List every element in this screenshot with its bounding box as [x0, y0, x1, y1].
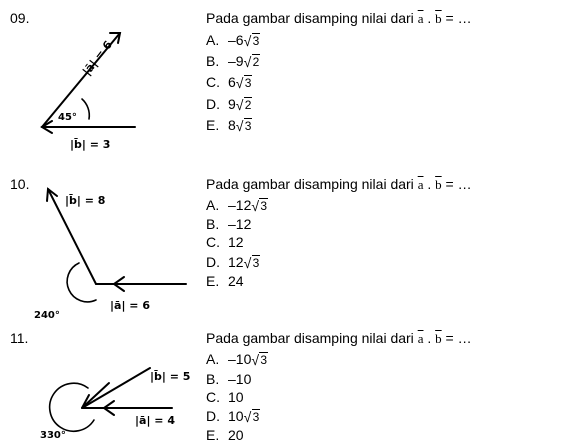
option-coefficient: –10 — [228, 351, 252, 367]
option-radicand: 3 — [244, 76, 252, 90]
sqrt-symbol: √ 3 — [235, 75, 252, 91]
magnitude-a-label: |ā| = 4 — [135, 414, 175, 427]
option-letter: D. — [206, 96, 220, 112]
option-coefficient: 10 — [228, 408, 244, 424]
option-d[interactable] — [206, 96, 252, 112]
option-letter: D. — [206, 408, 220, 424]
vector-b-line — [82, 368, 150, 408]
option-c[interactable] — [206, 234, 244, 250]
option-letter: C. — [206, 234, 220, 250]
option-coefficient: –12 — [228, 197, 252, 213]
option-d[interactable] — [206, 408, 260, 424]
option-letter: B. — [206, 371, 220, 387]
vector-b-symbol: $\overline{b}$ — [435, 11, 442, 26]
option-radicand: 3 — [260, 199, 268, 213]
option-coefficient: –6 — [228, 32, 244, 48]
option-radicand: 3 — [252, 256, 260, 270]
option-coefficient: 12 — [228, 254, 244, 270]
option-coefficient: 20 — [228, 427, 244, 443]
option-e[interactable] — [206, 117, 252, 133]
option-radicand: 3 — [260, 353, 268, 367]
option-coefficient: 10 — [228, 389, 244, 405]
vector-a-symbol: $\overline{a}$ — [417, 331, 424, 346]
vector-figure-11 — [0, 0, 200, 440]
prompt-prefix: Pada gambar disamping nilai dari — [206, 10, 414, 26]
angle-label: 330° — [40, 430, 66, 441]
magnitude-b-label: |b̄| = 8 — [65, 194, 106, 207]
option-letter: E. — [206, 273, 220, 289]
sqrt-symbol: √ 3 — [235, 118, 252, 134]
option-letter: A. — [206, 197, 220, 213]
prompt-suffix: = … — [445, 176, 472, 192]
option-coefficient: 24 — [228, 273, 244, 289]
option-letter: B. — [206, 216, 220, 232]
option-coefficient: 6 — [228, 74, 236, 90]
option-d[interactable] — [206, 254, 260, 270]
option-coefficient: –10 — [228, 371, 252, 387]
option-radicand: 3 — [244, 119, 252, 133]
option-coefficient: –9 — [228, 53, 244, 69]
option-letter: C. — [206, 389, 220, 405]
option-coefficient: 12 — [228, 234, 244, 250]
sqrt-symbol: √ 3 — [251, 352, 268, 368]
option-radicand: 3 — [252, 410, 260, 424]
vector-b-symbol: $\overline{b}$ — [435, 331, 442, 346]
option-letter: B. — [206, 53, 220, 69]
angle-label: 45° — [58, 112, 77, 123]
sqrt-symbol: √ 3 — [243, 255, 260, 271]
option-letter: A. — [206, 351, 220, 367]
option-a[interactable] — [206, 351, 268, 367]
question-prompt: Pada gambar disamping nilai dari $\overline{a}$ . $\overline{b}$ = … — [206, 330, 472, 346]
magnitude-b-label: |b̄| = 5 — [150, 370, 191, 383]
option-coefficient: –12 — [228, 216, 252, 232]
option-radicand: 2 — [244, 98, 252, 112]
prompt-suffix: = … — [445, 330, 472, 346]
vector-a-symbol: $\overline{a}$ — [417, 177, 424, 192]
sqrt-symbol: √ 2 — [235, 97, 252, 113]
option-e[interactable] — [206, 427, 244, 443]
sqrt-symbol: √ 3 — [251, 198, 268, 214]
question-number: 09. — [10, 10, 30, 26]
option-coefficient: 8 — [228, 117, 236, 133]
sqrt-symbol: √ 2 — [243, 54, 260, 70]
option-b[interactable] — [206, 53, 260, 69]
prompt-prefix: Pada gambar disamping nilai dari — [206, 176, 414, 192]
question-number: 11. — [10, 330, 29, 346]
question-prompt: Pada gambar disamping nilai dari $\overline{a}$ . $\overline{b}$ = … — [206, 176, 472, 192]
option-radicand: 3 — [252, 34, 260, 48]
option-a[interactable] — [206, 32, 260, 48]
option-b[interactable] — [206, 216, 251, 232]
question-number: 10. — [10, 176, 30, 192]
vector-a-symbol: $\overline{a}$ — [417, 11, 424, 26]
option-letter: C. — [206, 74, 220, 90]
option-coefficient: 9 — [228, 96, 236, 112]
sqrt-symbol: √ 3 — [243, 409, 260, 425]
sqrt-symbol: √ 3 — [243, 33, 260, 49]
option-letter: E. — [206, 427, 220, 443]
option-e[interactable] — [206, 273, 244, 289]
option-letter: D. — [206, 254, 220, 270]
prompt-prefix: Pada gambar disamping nilai dari — [206, 330, 414, 346]
angle-label: 240° — [34, 310, 60, 321]
option-letter: A. — [206, 32, 220, 48]
prompt-suffix: = … — [445, 10, 472, 26]
magnitude-a-label: |ā| = 6 — [110, 299, 150, 312]
option-c[interactable] — [206, 389, 244, 405]
magnitude-b-label: |b̄| = 3 — [70, 138, 111, 151]
magnitude-a-label: |ā| = 6 — [80, 38, 115, 78]
vector-b-symbol: $\overline{b}$ — [435, 177, 442, 192]
option-a[interactable] — [206, 197, 268, 213]
option-c[interactable] — [206, 74, 252, 90]
option-radicand: 2 — [252, 55, 260, 69]
option-b[interactable] — [206, 371, 251, 387]
question-prompt: Pada gambar disamping nilai dari $\overline{a}$ . $\overline{b}$ = … — [206, 10, 472, 26]
option-letter: E. — [206, 117, 220, 133]
